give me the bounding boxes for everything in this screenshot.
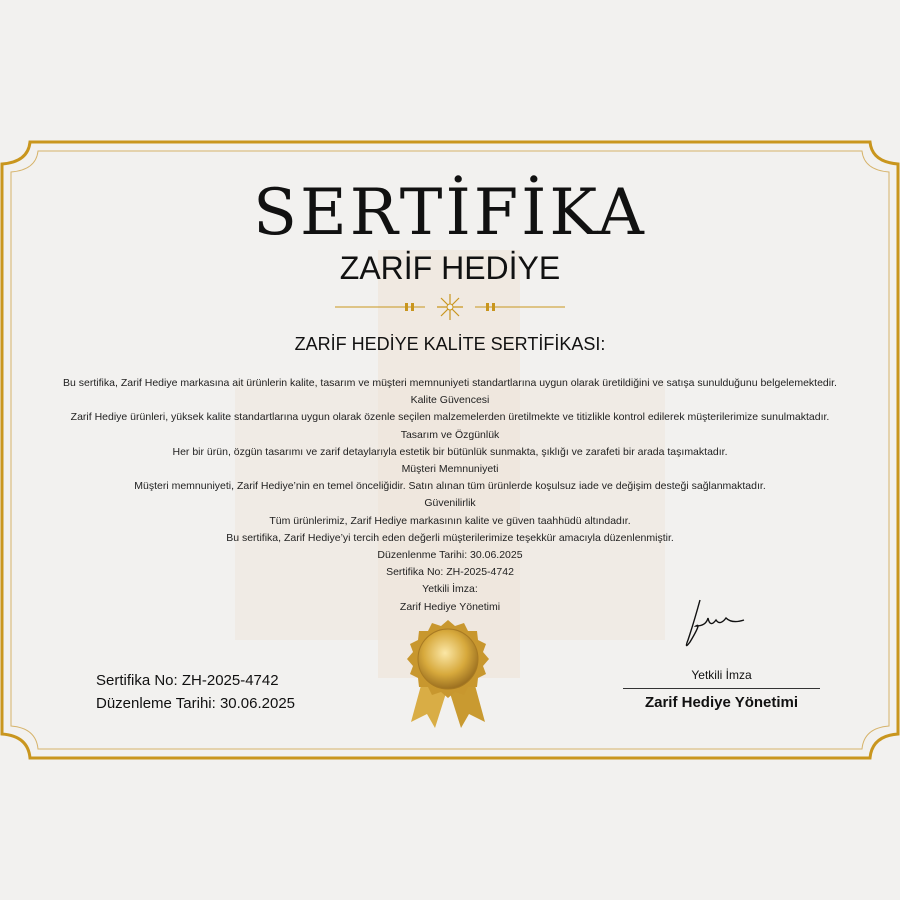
section-heading: Güvenilirlik (424, 497, 476, 510)
issue-date-line: Düzenlenme Tarihi: 30.06.2025 (377, 549, 523, 562)
brand-name: ZARİF HEDİYE (339, 250, 561, 286)
signatory-name: Zarif Hediye Yönetimi (644, 694, 799, 711)
signature-icon (680, 592, 750, 652)
gold-seal-icon (403, 618, 493, 730)
certificate-body (0, 375, 900, 616)
signature-label: Yetkili İmza (691, 668, 752, 682)
section-heading: Müşteri Memnuniyeti (401, 463, 499, 476)
certificate-title: SERTİFİKA (253, 176, 647, 250)
ornament-divider (330, 292, 570, 322)
certificate-subtitle: ZARİF HEDİYE KALİTE SERTİFİKASI: (294, 334, 606, 354)
body-line: Tüm ürünlerimiz, Zarif Hediye markasının kalite ve güven taahhüdü altındadır. (269, 514, 631, 527)
body-line: Zarif Hediye ürünleri, yüksek kalite standartlarına uygun olarak özenle seçilen malzemelerden üretilmekte ve titizlikle kontrol edilerek müşterilerimize sunulmaktadır. (70, 411, 830, 424)
signature-line (623, 688, 820, 689)
body-line: Bu sertifika, Zarif Hediye markasına ait ürünlerin kalite, tasarım ve müşteri memnuniyeti standartlarına uygun olarak üretildiğini ve satışa sunulduğunu belgelemektedir. (63, 377, 837, 389)
cert-number: Sertifika No: ZH-2025-4742 (96, 672, 279, 689)
issue-date: Düzenleme Tarihi: 30.06.2025 (96, 695, 296, 712)
body-line: Her bir ürün, özgün tasarımı ve zarif detaylarıyla estetik bir bütünlük sunmakta, şıklığı ve zarafeti bir arada taşımaktadır. (172, 445, 728, 458)
section-heading: Kalite Güvencesi (410, 394, 490, 407)
signatory-line: Zarif Hediye Yönetimi (399, 600, 501, 613)
certificate-info (96, 669, 295, 715)
section-heading: Tasarım ve Özgünlük (400, 428, 500, 441)
signature-label-line: Yetkili İmza: (422, 583, 478, 596)
body-line: Müşteri memnuniyeti, Zarif Hediye’nin en temel önceliğidir. Satın alınan tüm ürünlerde koşulsuz iade ve değişim desteği sağlanmaktadır. (134, 480, 766, 493)
cert-number-line: Sertifika No: ZH-2025-4742 (386, 566, 514, 579)
body-line: Bu sertifika, Zarif Hediye’yi tercih eden değerli müşterilerimize teşekkür amacıyla düzenlenmiştir. (226, 531, 674, 544)
